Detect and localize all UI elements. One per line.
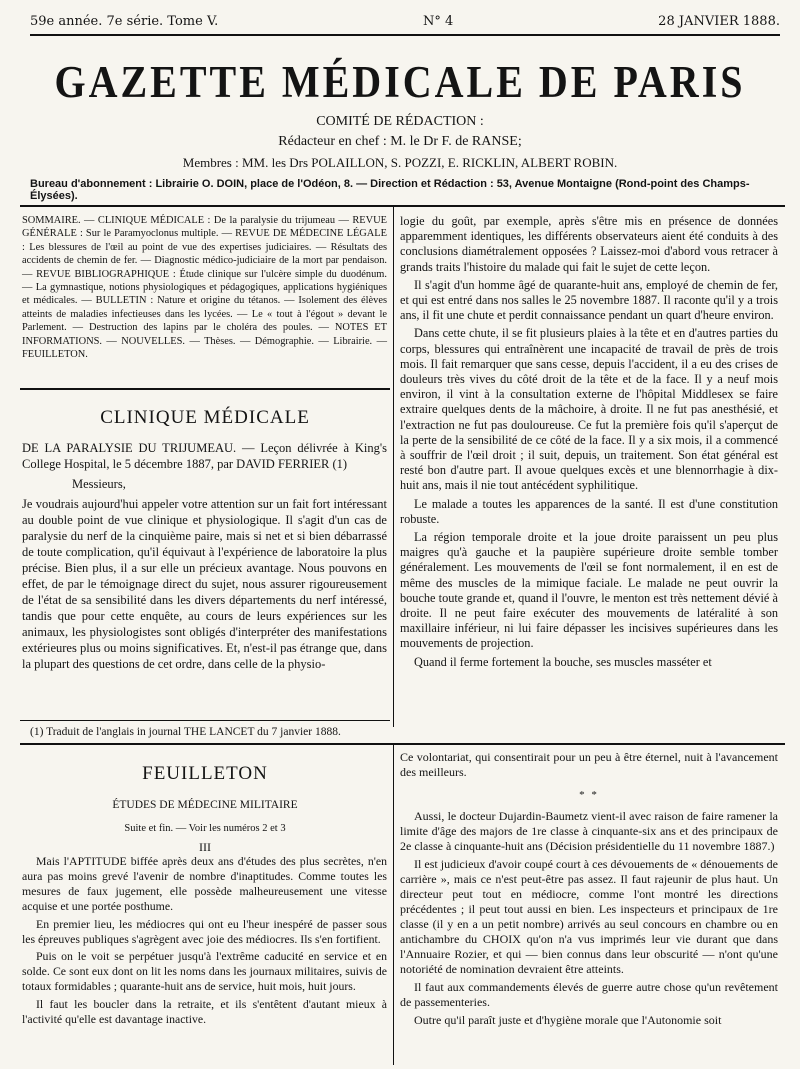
clinique-body: Je voudrais aujourd'hui appeler votre attention sur un fait fort intéressant au double point de vue clinique et physiologique. Il s'agit d'un cas de paralysie du nerf de la cinquième paire, mais si net et si bien débarrassé de toute complication, qu'il équivaut à l'expérience de laboratoire la plus précise. Bien plus, il a sur elle un précieux avantage. Nous pouvons en effet, de par le témoignage direct du sujet, nous assurer rigoureusement de l'état de sa sensibilité dans les divers départements du nerf intéressé, tandis que pour cette enquête, au cours de leurs expériences sur les animaux, les physiologistes sont obligés d'interpréter des manifestations extérieures plus ou moins significatives. Et, n'est-il pas étrange que, dans la plupart des questions de cet ordre, dans celle de la physio-	[22, 497, 388, 671]
paragraph: Il faut aux commandements élevés de guerre autre chose qu'un revêtement de passementeries.	[400, 980, 778, 1009]
feuilleton-subtitle: ÉTUDES DE MÉDECINE MILITAIRE	[112, 799, 298, 811]
sommaire-rule	[20, 388, 390, 390]
clinique-article	[22, 440, 387, 676]
clinique-footnote: (1) Traduit de l'anglais in journal THE LANCET du 7 janvier 1888.	[30, 726, 341, 738]
column-divider-top	[393, 207, 394, 727]
issue-number: N° 4	[423, 14, 454, 29]
header-rule	[20, 205, 785, 207]
column-divider-bottom	[393, 745, 394, 1065]
paragraph: Quand il ferme fortement la bouche, ses muscles masséter et	[414, 654, 712, 669]
paragraph: Il est judicieux d'avoir coupé court à ces dévouements de « dénouements de carrière », mais ce n'est peut-être pas assez. Il faut rajeunir de plus haut. Un directeur peut tout en médiocre, comme l'ont montré les directions précédentes ; il peut tout aussi en bien. Les inspecteurs et principaux de 1re classe (il y en a un petit nombre) arrivés au seul concours en chambre ou en antichambre du CHOIX qu'on n'a vus imprimés leur vie durant que dans l'Annuaire Rozier, et qui — bien connus dans leur obscurité — n'ont qu'une notoriété de nomination devraient être atteints.	[400, 857, 778, 976]
paragraph: Aussi, le docteur Dujardin-Baumetz vient-il avec raison de faire ramener la limite d'âge des majors de 1re classe à cinquante-six ans et des principaux de 2e classe à cinquante-huit ans (Décision présidentielle du 11 novembre 1887.)	[400, 809, 778, 853]
feuilleton-rule	[20, 743, 785, 745]
clinique-intro: DE LA PARALYSIE DU TRIJUMEAU. — Leçon délivrée à King's College Hospital, le 5 décembre 1887, par DAVID FERRIER (1)	[22, 441, 387, 471]
clinique-title: CLINIQUE MÉDICALE	[100, 407, 310, 428]
paragraph: Ce volontariat, qui consentirait pour un peu à être éternel, nuit à l'avancement des meilleurs.	[400, 750, 778, 779]
feuilleton-suite: Suite et fin. — Voir les numéros 2 et 3	[124, 823, 286, 834]
comite-heading: COMITÉ DE RÉDACTION :	[316, 114, 484, 129]
feuilleton-right	[400, 750, 778, 1031]
issue-date: 28 JANVIER 1888.	[658, 14, 780, 29]
paragraph: Mais l'APTITUDE biffée après deux ans d'études des plus secrètes, n'en aura pas moins grevé l'avenir de nombre d'inaptitudes. Comme toutes les mesures de faux jugement, elle possède malheureusement une vitesse acquise et une portée posthume.	[22, 854, 387, 913]
paragraph: En premier lieu, les médiocres qui ont eu l'heur inespéré de passer sous les épreuves publiques s'agrègent avec joie des médiocres. Ils s'en fortifient.	[22, 916, 387, 946]
feuilleton-left	[22, 854, 387, 1030]
issue-volume: 59e année. 7e série. Tome V.	[30, 14, 219, 29]
redacteur-line: Rédacteur en chef : M. le Dr F. de RANSE;	[278, 134, 522, 149]
feuilleton-title: FEUILLETON	[142, 763, 268, 784]
paragraph: Le malade a toutes les apparences de la santé. Il est d'une constitution robuste.	[400, 496, 778, 526]
issue-line	[30, 14, 780, 36]
paragraph: Dans cette chute, il se fit plusieurs plaies à la tête et en d'autres parties du corps, blessures qui entraînèrent une incapacité de travail de près de trois mois. Il fait remarquer que sans cesse, depuis l'accident, il a eu des crises de douleurs très vives du côté droit de la tête et de la face. Il y a neuf mois environ, il vint à la consultation externe de l'hôpital Middlesex se faire extraire quelques dents de la mâchoire, à droite. Il ne fut pas anesthésié, et l'extraction ne fut pas douloureuse. Ce fut la première fois qu'il s'aperçut de la perte de la sensibilité de ce côté de la face. Il y a six mois, il a commencé à souffrir de l'œil droit ; il suit, depuis, un traitement. Son état général est resté bon d'autre part. Il avoue quelques excès et une blennorrhagie à dix-huit ans, mais il nie tout antécédent syphilitique.	[400, 326, 778, 493]
membres-line: Membres : MM. les Drs POLAILLON, S. POZZI, E. RICKLIN, ALBERT ROBIN.	[182, 155, 618, 170]
paragraph: La région temporale droite et la joue droite paraissent un peu plus maigres qu'à gauche et la paupière supérieure droite semble tomber généralement. Les mouvements de l'œil se font normalement, il en est de même des muscles de la mimique faciale. Le malade ne peut ouvrir la bouche toute grande et, quand il l'ouvre, le menton est très nettement dévié à droite. Il ne peut faire exécuter des mouvements de latéralité à son maxillaire inférieur, ni lui faire dépasser les incisives supérieures dans les mouvements de projection.	[400, 530, 778, 651]
paragraph: logie du goût, par exemple, après s'être mis en présence de données apparemment identiques, les différents observateurs aient été conduits à des conclusions diamétralement opposées ? Laissez-moi d'abord vous retracer à grands traits l'histoire du malade qui fait le sujet de cette leçon.	[400, 214, 778, 274]
clinique-continuation	[400, 214, 778, 673]
paragraph: Puis on le voit se perpétuer jusqu'à l'extrême caducité en service et en solde. Ce sont eux dont on lit les noms dans les journaux militaires, suivis de totaux formidables ; quarante-huit ans de service, huit mois, huit jours.	[22, 949, 387, 994]
footnote-rule	[20, 720, 390, 721]
masthead-title: GAZETTE MÉDICALE DE PARIS	[54, 55, 746, 108]
paragraph: Outre qu'il paraît juste et d'hygiène morale que l'Autonomie soit	[414, 1013, 722, 1027]
sommaire	[22, 214, 387, 365]
clinique-salutation: Messieurs,	[72, 477, 126, 491]
sommaire-text: SOMMAIRE. — CLINIQUE MÉDICALE : De la paralysie du trijumeau — REVUE GÉNÉRALE : Sur le Paramyoclonus multiple. — REVUE DE MÉDECINE LÉGALE : Les blessures de l'œil au point de vue des expertises judiciaires. — Résultats des accidents de chemin de fer. — Diagnostic médico-judiciaire de la mort par pendaison. — REVUE BIBLIOGRAPHIQUE : Étude clinique sur l'ulcère simple du duodénum. — La gymnastique, notions physiologiques et pédagogiques, applications hygiéniques et médicales. — BULLETIN : Nature et origine du tétanos. — Isolement des élèves atteints de maladies infectieuses dans les lycées. — Le « tout à l'égout » devant le Parlement. — Destruction des lapins par le choléra des poules. — NOTES ET INFORMATIONS. — NOUVELLES. — Thèses. — Démographie. — Librairie. — FEUILLETON.	[22, 215, 387, 361]
section-number: III	[199, 840, 211, 854]
section-stars: * *	[579, 789, 599, 801]
paragraph: Il faut les boucler dans la retraite, et ils s'entêtent d'autant mieux à l'activité qu'elle est davantage inactive.	[22, 997, 387, 1027]
paragraph: Il s'agit d'un homme âgé de quarante-huit ans, employé de chemin de fer, et qui est entré dans nos salles le 25 novembre 1887. Il raconte qu'il y a trois ans, il fit une chute et perdit connaissance pendant un quart d'heure environ.	[400, 277, 778, 323]
bureau-line: Bureau d'abonnement : Librairie O. DOIN, place de l'Odéon, 8. — Direction et Rédaction : 53, Avenue Montaigne (Rond-point des Champs-Élysées).	[30, 178, 750, 202]
